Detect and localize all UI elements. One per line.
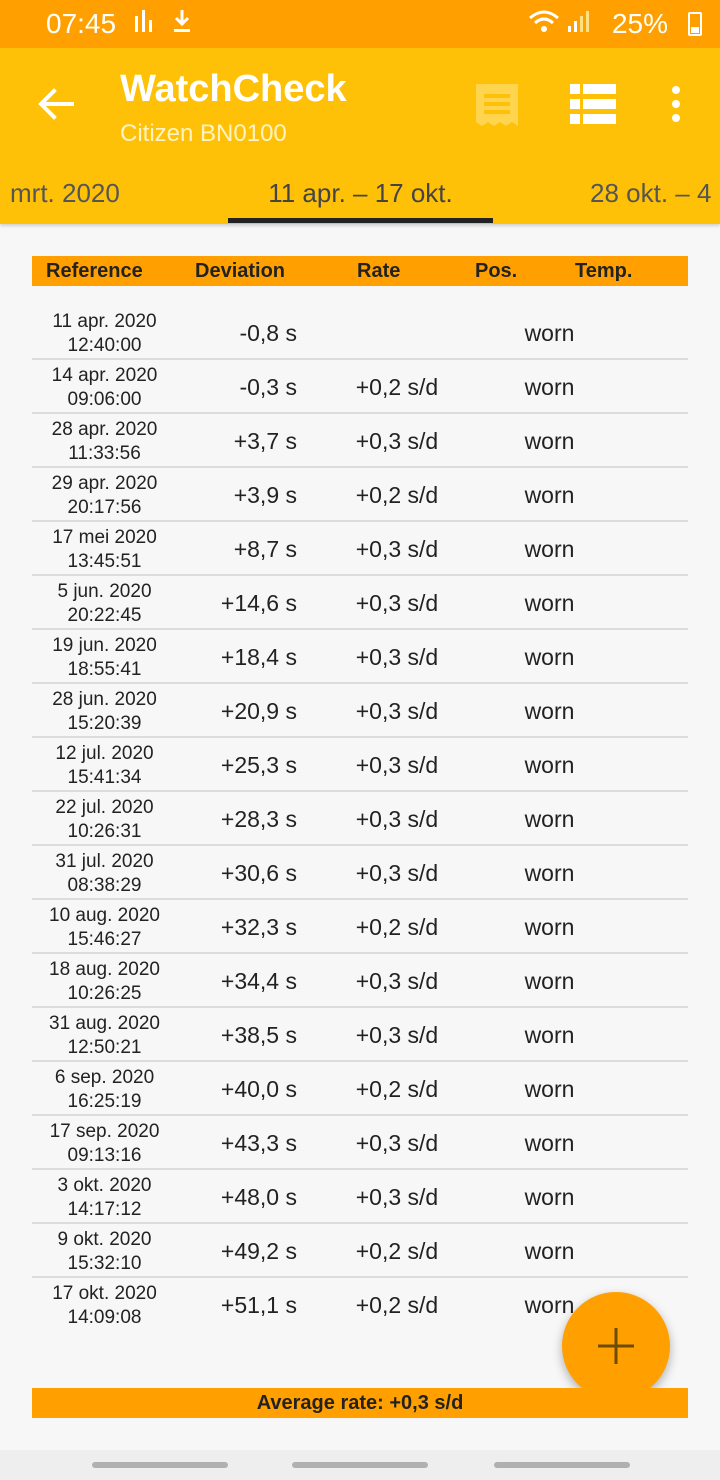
reference-date: 18 aug. 2020 (49, 959, 160, 980)
position-cell: worn (524, 1184, 575, 1210)
table-row[interactable] (32, 792, 688, 846)
position-cell: worn (524, 320, 575, 346)
reference-date: 12 jul. 2020 (55, 743, 154, 764)
add-measurement-button[interactable] (562, 1292, 670, 1400)
signal-activity-icon (134, 8, 154, 41)
reference-date: 3 okt. 2020 (57, 1175, 152, 1196)
reference-cell (32, 1282, 177, 1330)
reference-time: 16:25:19 (67, 1091, 142, 1112)
deviation-cell: +25,3 s (220, 752, 297, 778)
reference-time: 20:22:45 (67, 605, 142, 626)
reference-time: 08:38:29 (67, 875, 142, 896)
reference-cell (32, 1228, 177, 1276)
reference-time: 15:20:39 (67, 713, 142, 734)
wifi-icon (528, 8, 560, 41)
rate-cell: +0,3 s/d (355, 536, 439, 562)
rate-cell: +0,2 s/d (355, 374, 439, 400)
more-vert-icon[interactable] (664, 84, 688, 124)
reference-cell (32, 418, 177, 466)
reference-time: 14:17:12 (67, 1199, 142, 1220)
reference-cell (32, 580, 177, 628)
position-cell: worn (524, 1022, 575, 1048)
reference-cell (32, 742, 177, 790)
table-row[interactable] (32, 1116, 688, 1170)
cell-signal-icon (566, 8, 592, 41)
table-row[interactable] (32, 1062, 688, 1116)
deviation-cell: +20,9 s (220, 698, 297, 724)
deviation-cell: -0,3 s (239, 374, 297, 400)
arrow-left-icon[interactable] (34, 82, 78, 126)
reference-cell (32, 1066, 177, 1114)
status-bar (0, 0, 720, 48)
rate-cell: +0,2 s/d (355, 1076, 439, 1102)
reference-date: 19 jun. 2020 (52, 635, 157, 656)
deviation-cell: +43,3 s (220, 1130, 297, 1156)
tab-next-period[interactable]: 28 okt. – 4 (590, 178, 712, 208)
battery-icon (688, 12, 702, 36)
header-rate: Rate (357, 260, 401, 282)
position-cell: worn (524, 590, 575, 616)
reference-cell (32, 526, 177, 574)
table-row[interactable] (32, 306, 688, 360)
reference-time: 14:09:08 (67, 1307, 142, 1328)
reference-cell (32, 796, 177, 844)
reference-cell (32, 958, 177, 1006)
reference-time: 09:06:00 (67, 389, 142, 410)
table-row[interactable] (32, 738, 688, 792)
rate-cell: +0,3 s/d (355, 1184, 439, 1210)
reference-date: 17 sep. 2020 (49, 1121, 160, 1142)
deviation-cell: +32,3 s (220, 914, 297, 940)
reference-cell (32, 1120, 177, 1168)
system-nav-bar (0, 1450, 720, 1480)
deviation-cell: +28,3 s (220, 806, 297, 832)
reference-time: 20:17:56 (67, 497, 142, 518)
position-cell: worn (524, 914, 575, 940)
table-row[interactable] (32, 1008, 688, 1062)
deviation-cell: +34,4 s (220, 968, 297, 994)
rate-cell: +0,3 s/d (355, 860, 439, 886)
table-header (32, 256, 688, 286)
deviation-cell: +40,0 s (220, 1076, 297, 1102)
reference-time: 09:13:16 (67, 1145, 142, 1166)
header-reference: Reference (46, 260, 143, 282)
reference-time: 11:33:56 (68, 443, 141, 464)
table-row[interactable] (32, 846, 688, 900)
reference-date: 5 jun. 2020 (57, 581, 152, 602)
table-row[interactable] (32, 684, 688, 738)
reference-time: 15:32:10 (67, 1253, 142, 1274)
position-cell: worn (524, 1292, 575, 1318)
nav-back[interactable] (494, 1462, 630, 1468)
tab-current-period[interactable]: 11 apr. – 17 okt. (268, 178, 453, 208)
nav-home[interactable] (292, 1462, 428, 1468)
position-cell: worn (524, 752, 575, 778)
rate-cell: +0,3 s/d (355, 1130, 439, 1156)
reference-date: 31 aug. 2020 (49, 1013, 160, 1034)
reference-time: 15:41:34 (67, 767, 142, 788)
table-row[interactable] (32, 468, 688, 522)
table-row[interactable] (32, 900, 688, 954)
reference-time: 12:50:21 (67, 1037, 142, 1058)
table-row[interactable] (32, 954, 688, 1008)
reference-date: 17 okt. 2020 (52, 1283, 157, 1304)
period-tabs (0, 160, 720, 224)
reference-time: 10:26:31 (67, 821, 142, 842)
reference-time: 18:55:41 (67, 659, 142, 680)
position-cell: worn (524, 806, 575, 832)
reference-date: 29 apr. 2020 (51, 473, 158, 494)
table-row[interactable] (32, 414, 688, 468)
reference-date: 6 sep. 2020 (54, 1067, 155, 1088)
position-cell: worn (524, 1238, 575, 1264)
deviation-cell: +3,9 s (233, 482, 297, 508)
status-time: 07:45 (46, 8, 117, 39)
deviation-cell: +8,7 s (233, 536, 297, 562)
header-temp: Temp. (575, 260, 633, 282)
reference-date: 14 apr. 2020 (51, 365, 158, 386)
rate-cell: +0,2 s/d (355, 914, 439, 940)
reference-date: 28 jun. 2020 (52, 689, 157, 710)
reference-cell (32, 472, 177, 520)
rate-cell: +0,3 s/d (355, 1022, 439, 1048)
deviation-cell: +51,1 s (220, 1292, 297, 1318)
reference-cell (32, 688, 177, 736)
reference-cell (32, 364, 177, 412)
rate-cell: +0,3 s/d (355, 698, 439, 724)
position-cell: worn (524, 374, 575, 400)
plus-icon (596, 1326, 636, 1366)
deviation-cell: +30,6 s (220, 860, 297, 886)
header-deviation: Deviation (195, 260, 286, 282)
reference-date: 9 okt. 2020 (57, 1229, 152, 1250)
position-cell: worn (524, 1130, 575, 1156)
measurement-list (32, 306, 688, 1332)
table-row[interactable] (32, 630, 688, 684)
table-row[interactable] (32, 1170, 688, 1224)
reference-time: 15:46:27 (67, 929, 142, 950)
rate-cell: +0,3 s/d (355, 752, 439, 778)
download-icon (172, 8, 192, 41)
rate-cell: +0,2 s/d (355, 482, 439, 508)
position-cell: worn (524, 644, 575, 670)
reference-date: 28 apr. 2020 (51, 419, 158, 440)
receipt-icon[interactable] (472, 80, 522, 130)
deviation-cell: +18,4 s (220, 644, 297, 670)
position-cell: worn (524, 968, 575, 994)
app-subtitle: Citizen BN0100 (120, 120, 287, 147)
rate-cell: +0,3 s/d (355, 590, 439, 616)
reference-time: 13:45:51 (67, 551, 142, 572)
position-cell: worn (524, 536, 575, 562)
reference-date: 10 aug. 2020 (49, 905, 160, 926)
deviation-cell: +38,5 s (220, 1022, 297, 1048)
position-cell: worn (524, 428, 575, 454)
reference-cell (32, 904, 177, 952)
position-cell: worn (524, 698, 575, 724)
app-title: WatchCheck (120, 68, 347, 110)
position-cell: worn (524, 482, 575, 508)
reference-time: 12:40:00 (67, 335, 142, 356)
rate-cell: +0,3 s/d (355, 428, 439, 454)
deviation-cell: +14,6 s (220, 590, 297, 616)
table-row[interactable] (32, 522, 688, 576)
reference-cell (32, 634, 177, 682)
list-view-icon[interactable] (568, 82, 618, 126)
table-row[interactable] (32, 1224, 688, 1278)
reference-cell (32, 310, 177, 358)
tab-indicator (228, 218, 493, 223)
table-row[interactable] (32, 360, 688, 414)
rate-cell: +0,3 s/d (355, 806, 439, 832)
reference-date: 31 jul. 2020 (55, 851, 154, 872)
table-row[interactable] (32, 576, 688, 630)
reference-cell (32, 1174, 177, 1222)
reference-date: 22 jul. 2020 (55, 797, 154, 818)
nav-recent-apps[interactable] (92, 1462, 228, 1468)
reference-date: 11 apr. 2020 (52, 311, 157, 332)
header-pos: Pos. (475, 260, 518, 282)
reference-cell (32, 1012, 177, 1060)
deviation-cell: +49,2 s (220, 1238, 297, 1264)
reference-cell (32, 850, 177, 898)
tab-previous-period[interactable]: mrt. 2020 (10, 178, 120, 208)
reference-time: 10:26:25 (67, 983, 142, 1004)
deviation-cell: +3,7 s (233, 428, 297, 454)
average-rate-bar: Average rate: +0,3 s/d (32, 1388, 688, 1418)
rate-cell: +0,2 s/d (355, 1292, 439, 1318)
rate-cell: +0,3 s/d (355, 968, 439, 994)
position-cell: worn (524, 1076, 575, 1102)
app-bar (0, 48, 720, 160)
deviation-cell: -0,8 s (239, 320, 297, 346)
deviation-cell: +48,0 s (220, 1184, 297, 1210)
position-cell: worn (524, 860, 575, 886)
battery-level: 25% (611, 8, 668, 39)
rate-cell: +0,2 s/d (355, 1238, 439, 1264)
rate-cell: +0,3 s/d (355, 644, 439, 670)
reference-date: 17 mei 2020 (52, 527, 157, 548)
